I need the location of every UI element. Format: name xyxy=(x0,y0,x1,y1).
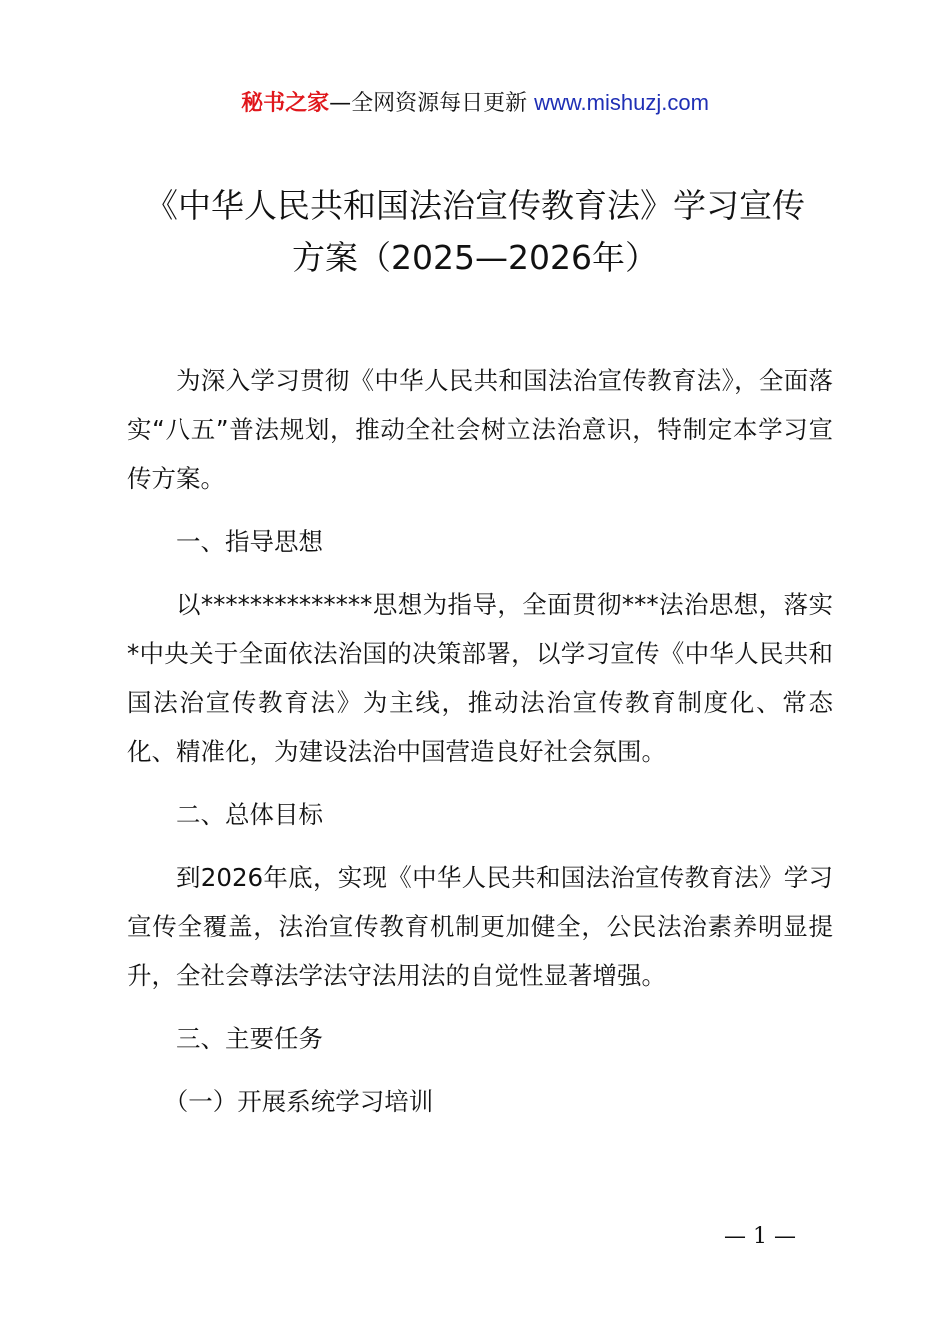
page-number: — 1 — xyxy=(724,1224,796,1249)
header-banner xyxy=(0,88,950,119)
section-text-overall-goal: 到2026年底，实现《中华人民共和国法治宣传教育法》学习宣传全覆盖，法治宣传教育机制更加健全，公民法治素养明显提升，全社会尊法学法守法用法的自觉性显著增强。 xyxy=(127,863,833,990)
brand-name: 秘书之家 xyxy=(241,91,330,116)
website-link[interactable]: www.mishuzj.com xyxy=(534,90,709,115)
intro-paragraph: 为深入学习贯彻《中华人民共和国法治宣传教育法》，全面落实“八五”普法规划，推动全社会树立法治意识，特制定本学习宣传方案。 xyxy=(127,366,833,493)
section-heading-main-tasks: 三、主要任务 xyxy=(176,1024,323,1053)
title-line-2: 方案（2025—2026年） xyxy=(292,238,658,277)
subsection-heading-training: （一）开展系统学习培训 xyxy=(163,1087,434,1116)
document-body xyxy=(127,356,833,1126)
banner-tagline: —全网资源每日更新 xyxy=(329,91,535,116)
title-line-1: 《中华人民共和国法治宣传教育法》学习宣传 xyxy=(145,186,805,225)
document-title xyxy=(110,180,840,284)
section-heading-guiding-ideology: 一、指导思想 xyxy=(176,527,323,556)
section-heading-overall-goal: 二、总体目标 xyxy=(176,800,323,829)
section-text-guiding-ideology: 以**************思想为指导，全面贯彻***法治思想，落实*中央关于全面依法治国的决策部署，以学习宣传《中华人民共和国法治宣传教育法》为主线，推动法治宣传教育制度化、常态化、精准化，为建设法治中国营造良好社会氛围。 xyxy=(127,590,833,766)
